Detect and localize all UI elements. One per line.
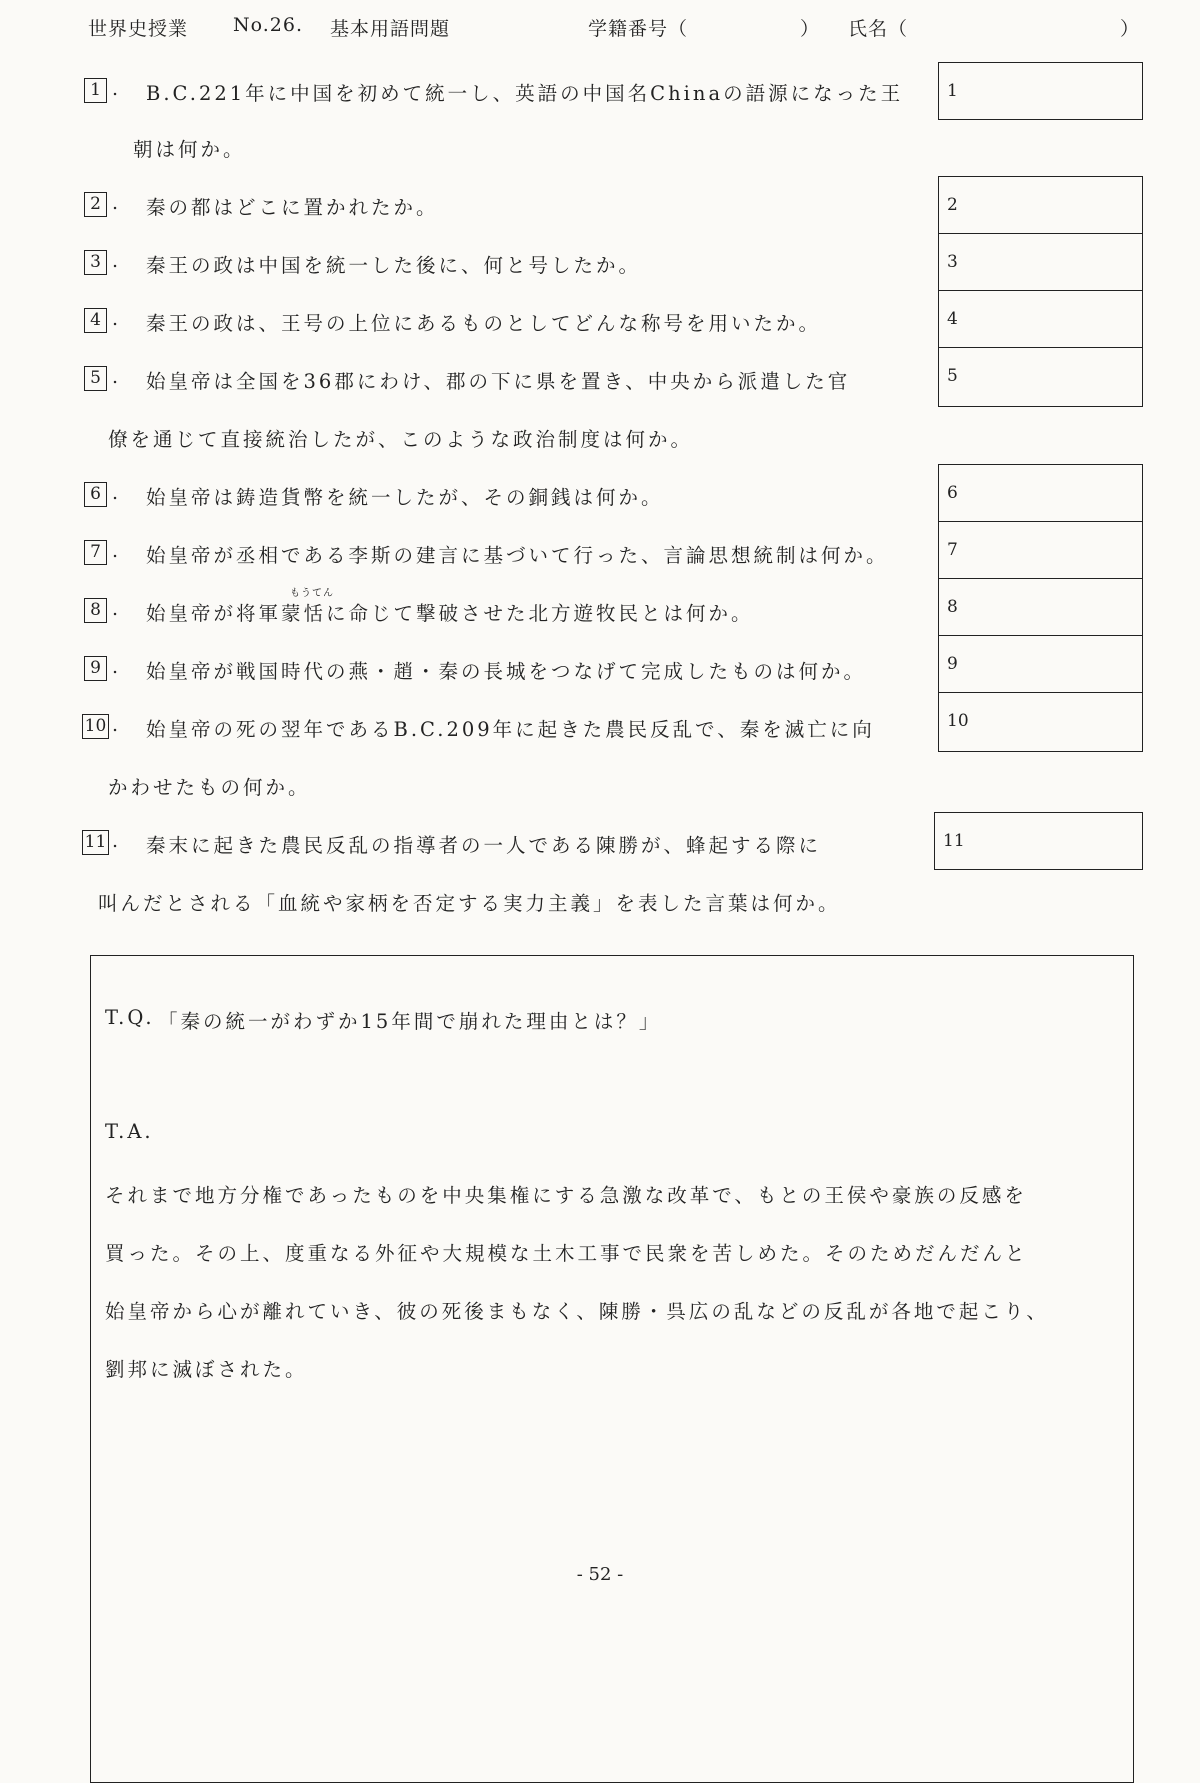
answer-label-9: 9 (947, 654, 958, 674)
header-title: 基本用語問題 (330, 18, 451, 40)
question-10-line-2: かわせたもの何か。 (108, 776, 311, 799)
question-dot: . (112, 250, 119, 272)
question-dot: . (112, 366, 119, 388)
question-dot: . (112, 482, 119, 504)
question-3-text: 秦王の政は中国を統一した後に、何と号したか。 (146, 254, 642, 277)
page-number: - 52 - (576, 1564, 624, 1585)
answer-box-7[interactable] (938, 521, 1143, 579)
question-dot: . (112, 192, 119, 214)
question-number-11: 11 (82, 830, 109, 855)
question-dot: . (112, 714, 119, 736)
question-1-line-1: B.C.221年に中国を初めて統一し、英語の中国名Chinaの語源になった王 (146, 82, 904, 105)
answer-label-7: 7 (947, 540, 958, 560)
answer-box-2[interactable] (938, 176, 1143, 234)
question-10-line-1: 始皇帝の死の翌年であるB.C.209年に起きた農民反乱で、秦を滅亡に向 (146, 718, 875, 741)
question-dot: . (112, 78, 119, 100)
question-number-6: 6 (84, 482, 107, 507)
student-id-close: ） (800, 18, 821, 40)
question-6-text: 始皇帝は鋳造貨幣を統一したが、その銅銭は何か。 (146, 486, 664, 509)
ta-line-2: 買った。その上、度重なる外征や大規模な土木工事で民衆を苦しめた。そのためだんだんと (105, 1242, 1028, 1265)
answer-box-5[interactable] (938, 347, 1143, 407)
ta-line-1: それまで地方分権であったものを中央集権にする急激な改革で、もとの王侯や豪族の反感を (105, 1184, 1027, 1207)
tq-label: T.Q. (105, 1006, 155, 1029)
question-8-ruby: もうてん (290, 588, 334, 599)
question-dot: . (112, 830, 119, 852)
answer-box-11[interactable] (934, 812, 1143, 870)
question-2-text: 秦の都はどこに置かれたか。 (146, 196, 439, 219)
question-dot: . (112, 308, 119, 330)
ta-line-3: 始皇帝から心が離れていき、彼の死後まもなく、陳勝・呉広の乱などの反乱が各地で起こり、 (105, 1300, 1049, 1323)
answer-box-3[interactable] (938, 233, 1143, 291)
question-number-3: 3 (84, 250, 107, 275)
question-11-line-2: 叫んだとされる「血統や家柄を否定する実力主義」を表した言葉は何か。 (98, 892, 841, 915)
question-number-10: 10 (82, 714, 109, 739)
question-number-7: 7 (84, 540, 107, 565)
question-dot: . (112, 656, 119, 678)
tq-question: 「秦の統一がわずか15年間で崩れた理由とは？」 (158, 1010, 662, 1033)
header-number: No.26. (233, 14, 303, 36)
question-number-4: 4 (84, 308, 107, 333)
question-number-2: 2 (84, 192, 107, 217)
answer-label-6: 6 (947, 483, 958, 503)
answer-box-9[interactable] (938, 635, 1143, 693)
question-number-8: 8 (84, 598, 107, 623)
question-number-9: 9 (84, 656, 107, 681)
question-8-text: 始皇帝が将軍蒙恬に命じて撃破させた北方遊牧民とは何か。 (146, 602, 754, 625)
question-number-5: 5 (84, 366, 107, 391)
answer-label-5: 5 (947, 366, 958, 386)
answer-label-4: 4 (947, 309, 958, 329)
header-course: 世界史授業 (88, 18, 189, 40)
name-close: ） (1120, 18, 1141, 40)
question-9-text: 始皇帝が戦国時代の燕・趙・秦の長城をつなげて完成したものは何か。 (146, 660, 867, 683)
answer-label-8: 8 (947, 597, 958, 617)
answer-box-6[interactable] (938, 464, 1143, 522)
answer-box-8[interactable] (938, 578, 1143, 636)
answer-label-2: 2 (947, 195, 958, 215)
answer-label-1: 1 (947, 81, 958, 101)
question-number-1: 1 (84, 78, 107, 103)
answer-label-3: 3 (947, 252, 958, 272)
ta-line-4: 劉邦に滅ぼされた。 (105, 1358, 308, 1381)
question-1-line-2: 朝は何か。 (133, 138, 246, 161)
answer-label-11: 11 (943, 831, 965, 851)
question-5-line-1: 始皇帝は全国を36郡にわけ、郡の下に県を置き、中央から派遣した官 (146, 370, 851, 393)
question-7-text: 始皇帝が丞相である李斯の建言に基づいて行った、言論思想統制は何か。 (146, 544, 889, 567)
answer-label-10: 10 (947, 711, 969, 731)
question-4-text: 秦王の政は、王号の上位にあるものとしてどんな称号を用いたか。 (146, 312, 822, 335)
name-label: 氏名（ (848, 18, 909, 40)
question-dot: . (112, 540, 119, 562)
ta-label: T.A. (105, 1120, 154, 1143)
question-dot: . (112, 598, 119, 620)
question-5-line-2: 僚を通じて直接統治したが、このような政治制度は何か。 (108, 428, 694, 451)
answer-box-1[interactable] (938, 62, 1143, 120)
question-11-line-1: 秦末に起きた農民反乱の指導者の一人である陳勝が、蜂起する際に (146, 834, 822, 857)
answer-box-10[interactable] (938, 692, 1143, 752)
student-id-label: 学籍番号（ (588, 18, 689, 40)
answer-box-4[interactable] (938, 290, 1143, 348)
